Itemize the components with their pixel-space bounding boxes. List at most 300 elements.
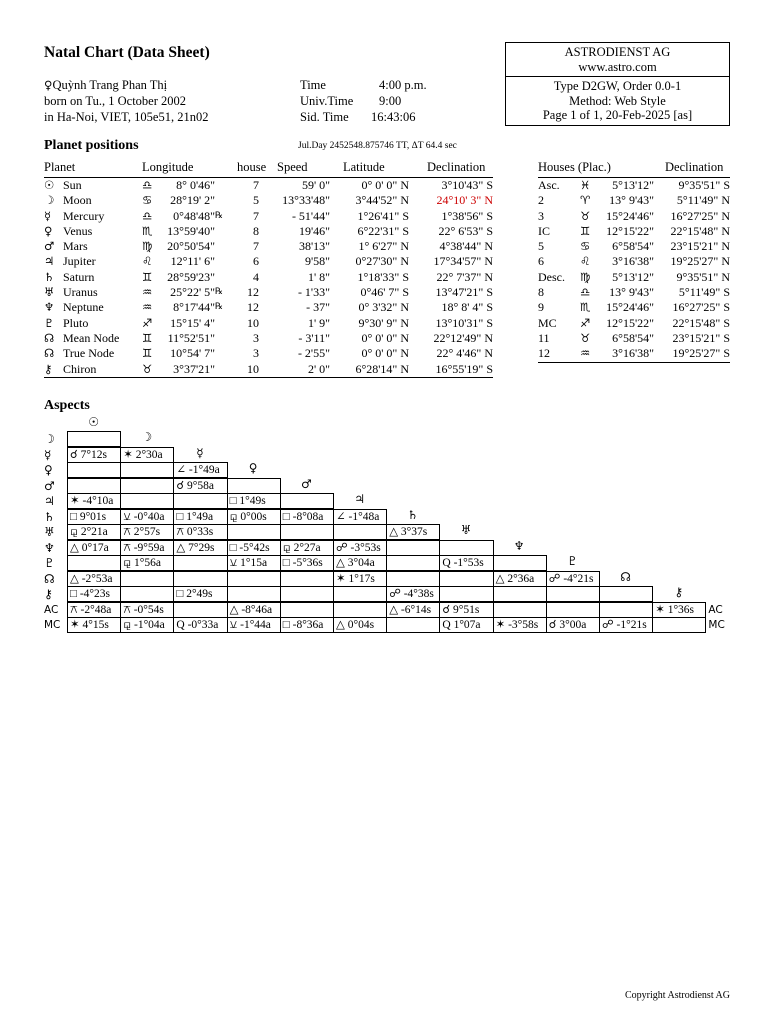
house-sign-icon: ♎ — [580, 285, 591, 300]
planet-row — [44, 316, 493, 331]
aspect-cell — [67, 478, 121, 494]
planet-declination: 13°47'21" S — [435, 285, 493, 300]
planet-row — [44, 270, 493, 285]
house-sign-icon: ♉ — [580, 330, 591, 345]
planet-name: Mean Node — [63, 330, 120, 345]
planet-name: Venus — [63, 223, 93, 238]
aspect-cell — [333, 524, 387, 540]
planet-glyph-icon: ♆ — [44, 300, 55, 315]
house-name: IC — [538, 223, 550, 238]
planet-declination: 4°38'44" N — [439, 239, 493, 254]
planet-name: Neptune — [63, 300, 104, 315]
chart-type: Type D2GW, Order 0.0-1 — [553, 79, 682, 93]
time-value: 4:00 p.m. — [379, 78, 427, 92]
col-speed: Speed — [277, 160, 308, 174]
planet-house: 12 — [247, 300, 259, 315]
aspect-cell — [67, 462, 121, 478]
planet-declination: 17°34'57" N — [433, 254, 493, 269]
page-title: Natal Chart (Data Sheet) — [44, 44, 210, 61]
aspect-cell: ✶ -3°58s — [493, 617, 547, 633]
aspect-cell — [120, 493, 174, 509]
planet-latitude: 0° 0' 0" N — [361, 346, 409, 361]
venus-icon: ♀ — [44, 78, 53, 92]
aspect-cell: □ -8°08a — [280, 509, 334, 525]
aspect-cell — [386, 555, 440, 571]
aspect-row-end-label: AC — [708, 603, 723, 616]
aspect-cell: □ -4°23s — [67, 586, 121, 602]
planet-longitude: 11°52'51" — [167, 330, 215, 345]
aspect-cell — [173, 602, 227, 618]
house-name: Asc. — [538, 178, 560, 192]
aspect-cell: Q 1°07a — [439, 617, 493, 633]
planet-declination: 18° 8' 4" S — [441, 300, 493, 315]
col-planet: Planet — [44, 160, 76, 174]
aspect-row-glyph-icon: ♄ — [44, 509, 55, 524]
sign-glyph-icon: ♍ — [142, 239, 153, 254]
house-name: 2 — [538, 193, 544, 208]
planet-row — [44, 285, 493, 300]
planet-latitude: 1°26'41" S — [357, 208, 409, 223]
planet-house: 3 — [253, 330, 259, 345]
planet-longitude: 28°59'23" — [167, 269, 215, 284]
planet-name: Uranus — [63, 285, 98, 300]
planet-speed: 38'13" — [298, 239, 330, 254]
planet-house: 6 — [253, 254, 259, 269]
sign-glyph-icon: ♋ — [142, 193, 153, 208]
house-row — [538, 346, 730, 361]
house-longitude: 13° 9'43" — [609, 285, 654, 300]
sign-glyph-icon: ♏ — [142, 223, 153, 238]
sign-glyph-icon: ♒ — [142, 300, 153, 315]
house-row — [538, 239, 730, 254]
aspect-cell: △ 2°36a — [493, 571, 547, 587]
planet-speed: 59' 0" — [301, 178, 330, 192]
house-sign-icon: ♈ — [580, 193, 591, 208]
planet-house: 7 — [253, 178, 259, 192]
house-longitude: 15°24'46" — [606, 300, 654, 315]
aspect-cell: ☌ 7°12s — [67, 447, 121, 463]
planet-longitude: 12°11' 6" — [170, 254, 215, 269]
aspect-cell: △ 3°04a — [333, 555, 387, 571]
aspect-cell: □ 9°01s — [67, 509, 121, 525]
aspect-col-glyph-icon: ♀ — [248, 461, 258, 475]
aspect-cell: □ -5°36s — [280, 555, 334, 571]
page-info: Page 1 of 1, 20-Feb-2025 [as] — [542, 108, 693, 122]
house-name: 6 — [538, 254, 544, 269]
aspect-col-glyph-icon: ☊ — [620, 569, 631, 584]
aspect-cell — [493, 586, 547, 602]
birth-date: born on Tu., 1 October 2002 — [44, 94, 187, 108]
aspect-cell — [280, 493, 334, 509]
retrograde-icon: ℞ — [215, 210, 224, 221]
aspect-cell: ☌ 9°58a — [173, 478, 227, 494]
house-declination: 5°11'49" S — [678, 285, 730, 300]
aspect-cell: ⚺ -0°40a — [120, 509, 174, 525]
aspect-cell: ✶ 1°17s — [333, 571, 387, 587]
aspect-cell: ☍ -4°38s — [386, 586, 440, 602]
aspect-row-glyph-icon: ☿ — [44, 447, 52, 462]
sign-glyph-icon: ♊ — [142, 269, 153, 284]
aspect-cell — [120, 586, 174, 602]
aspect-row-glyph-icon: ♅ — [44, 525, 55, 539]
house-row — [538, 178, 730, 193]
aspect-cell — [439, 586, 493, 602]
person-name-line — [44, 78, 167, 93]
univ-time-label: Univ.Time — [300, 94, 354, 108]
planet-declination: 24°10' 3" N — [436, 193, 493, 208]
aspect-row-glyph-icon: ♆ — [44, 540, 55, 555]
planet-latitude: 0° 0' 0" N — [361, 330, 409, 345]
planet-glyph-icon: ⚷ — [44, 361, 53, 376]
planet-latitude: 1° 6'27" N — [358, 239, 409, 254]
aspect-cell: ✶ 1°36s — [652, 602, 706, 618]
sign-glyph-icon: ♐ — [142, 315, 153, 330]
planet-name: Saturn — [63, 269, 95, 284]
aspect-cell: ☍ -1°21s — [599, 617, 653, 633]
house-longitude: 6°58'54" — [612, 239, 654, 254]
aspect-col-glyph-icon: ⚷ — [674, 585, 684, 599]
planet-glyph-icon: ♂ — [44, 239, 55, 254]
aspect-cell: ⚼ 1°56a — [120, 555, 174, 571]
house-sign-icon: ♒ — [580, 346, 591, 361]
retrograde-icon: ℞ — [215, 287, 224, 298]
aspect-cell — [120, 478, 174, 494]
person-name: Quỳnh Trang Phan Thị — [52, 78, 168, 92]
planet-latitude: 9°30' 9" N — [358, 315, 409, 330]
planet-speed: - 2'55" — [297, 346, 330, 361]
planet-longitude: 20°50'54" — [167, 239, 215, 254]
aspect-cell — [227, 586, 281, 602]
aspect-cell — [546, 586, 600, 602]
planet-positions-heading: Planet positions — [44, 138, 139, 153]
aspect-cell — [493, 555, 547, 571]
aspect-col-glyph-icon: ♃ — [354, 492, 365, 506]
planet-glyph-icon: ☉ — [44, 178, 55, 192]
planet-house: 10 — [247, 361, 259, 376]
aspect-cell — [280, 524, 334, 540]
house-sign-icon: ♓ — [580, 178, 591, 192]
house-rows — [538, 178, 730, 362]
house-longitude: 5°13'12" — [612, 269, 654, 284]
col-declination: Declination — [427, 160, 486, 174]
houses-table-header — [538, 160, 730, 178]
aspect-cell — [120, 571, 174, 587]
aspect-row-glyph-icon: ☽ — [44, 432, 55, 446]
house-sign-icon: ♉ — [580, 208, 591, 223]
aspect-row-glyph-icon: ♂ — [44, 478, 55, 493]
aspect-cell: ☌ 3°00a — [546, 617, 600, 633]
aspect-cell: ∠ -1°49a — [173, 462, 227, 478]
house-declination: 23°15'21" S — [672, 330, 730, 345]
house-declination: 5°11'49" N — [676, 193, 730, 208]
house-longitude: 12°15'22" — [606, 315, 654, 330]
copyright: Copyright Astrodienst AG — [624, 990, 730, 1001]
aspect-cell — [67, 555, 121, 571]
aspect-cell: ⚻ -0°54s — [120, 602, 174, 618]
planet-row — [44, 193, 493, 208]
aspect-cell — [652, 617, 706, 633]
aspect-cell — [280, 602, 334, 618]
planet-longitude: 3°37'21" — [173, 361, 215, 376]
col-houses: Houses (Plac.) — [538, 160, 611, 174]
planet-longitude: 8°17'44" — [173, 300, 215, 315]
planet-declination: 13°10'31" S — [435, 315, 493, 330]
aspect-cell: ☍ -3°53s — [333, 540, 387, 556]
planet-name: Mercury — [63, 208, 105, 223]
aspect-cell: △ 3°37s — [386, 524, 440, 540]
aspect-cell: ✶ 2°30a — [120, 447, 174, 463]
planet-row — [44, 239, 493, 254]
planet-house: 12 — [247, 285, 259, 300]
planet-row — [44, 224, 493, 239]
planet-glyph-icon: ☊ — [44, 346, 55, 361]
planet-row — [44, 362, 493, 377]
aspect-cell — [386, 617, 440, 633]
aspect-cell — [493, 602, 547, 618]
planet-table-header — [44, 160, 493, 178]
planet-speed: 2' 0" — [307, 361, 330, 376]
aspect-cell: △ -8°46a — [227, 602, 281, 618]
aspect-cell — [599, 602, 653, 618]
planet-speed: - 3'11" — [298, 330, 330, 345]
planet-longitude: 8° 0'46" — [176, 178, 215, 192]
aspect-row-glyph-icon: ☊ — [44, 571, 55, 586]
planet-rows — [44, 178, 493, 377]
sign-glyph-icon: ♒ — [142, 285, 153, 300]
house-name: MC — [538, 315, 557, 330]
house-sign-icon: ♍ — [580, 269, 591, 284]
aspect-row-glyph-icon: AC — [44, 603, 59, 616]
planet-row — [44, 300, 493, 315]
aspect-cell: □ 1°49a — [173, 509, 227, 525]
aspect-cell: □ 1°49s — [227, 493, 281, 509]
time-label: Time — [300, 78, 326, 92]
aspect-cell: ⚼ -1°04a — [120, 617, 174, 633]
aspect-cell — [280, 586, 334, 602]
planet-declination: 22°12'49" N — [433, 330, 493, 345]
planet-row — [44, 346, 493, 361]
houses-table — [538, 160, 730, 363]
planet-speed: - 37" — [306, 300, 330, 315]
planet-glyph-icon: ♃ — [44, 254, 55, 269]
aspect-cell — [386, 571, 440, 587]
planet-longitude: 25°22' 5" — [170, 285, 215, 300]
planet-speed: 13°33'48" — [282, 193, 330, 208]
planet-declination: 1°38'56" S — [441, 208, 493, 223]
aspect-cell: △ -2°53a — [67, 571, 121, 587]
aspect-cell: ☍ -4°21s — [546, 571, 600, 587]
aspect-cell: △ 7°29s — [173, 540, 227, 556]
planet-declination: 22° 6'53" S — [438, 223, 493, 238]
aspect-cell — [227, 478, 281, 494]
planet-glyph-icon: ♇ — [44, 315, 55, 330]
planet-name: Jupiter — [63, 254, 96, 269]
planet-latitude: 0°46' 7" S — [360, 285, 409, 300]
house-row — [538, 254, 730, 269]
planet-house: 3 — [253, 346, 259, 361]
aspect-cell: ☌ 9°51s — [439, 602, 493, 618]
birth-place: in Ha-Noi, VIET, 105e51, 21n02 — [44, 110, 209, 124]
planet-row — [44, 254, 493, 269]
col-house-declination: Declination — [665, 160, 724, 174]
planet-longitude: 15°15' 4" — [170, 315, 215, 330]
planet-glyph-icon: ♅ — [44, 285, 55, 300]
planet-speed: - 1'33" — [297, 285, 330, 300]
house-declination: 9°35'51" S — [678, 178, 730, 192]
house-name: Desc. — [538, 269, 565, 284]
house-declination: 22°15'48" S — [672, 315, 730, 330]
aspect-cell — [227, 571, 281, 587]
house-declination: 22°15'48" N — [670, 223, 730, 238]
house-row — [538, 224, 730, 239]
aspect-row-glyph-icon: ♇ — [44, 556, 55, 570]
house-sign-icon: ♋ — [580, 239, 591, 254]
aspect-cell: ⚻ 2°57s — [120, 524, 174, 540]
planet-glyph-icon: ♀ — [44, 223, 53, 238]
aspect-cell: □ -8°36a — [280, 617, 334, 633]
planet-row — [44, 178, 493, 193]
house-name: 8 — [538, 285, 544, 300]
aspect-cell — [173, 571, 227, 587]
house-declination: 16°27'25" N — [670, 208, 730, 223]
house-row — [538, 193, 730, 208]
house-longitude: 12°15'22" — [606, 223, 654, 238]
col-latitude: Latitude — [343, 160, 385, 174]
planet-latitude: 6°22'31" S — [357, 223, 409, 238]
planet-house: 5 — [253, 193, 259, 208]
aspect-col-glyph-icon: ☽ — [141, 430, 153, 444]
univ-time-value: 9:00 — [379, 94, 402, 108]
retrograde-icon: ℞ — [215, 302, 224, 313]
sign-glyph-icon: ♊ — [142, 346, 153, 361]
aspect-cell: ⚻ -2°48a — [67, 602, 121, 618]
planet-speed: 9'58" — [304, 254, 330, 269]
planet-name: Chiron — [63, 361, 97, 376]
aspect-cell — [280, 571, 334, 587]
house-longitude: 6°58'54" — [612, 330, 654, 345]
aspect-row-glyph-icon: ♀ — [44, 463, 53, 477]
aspect-col-glyph-icon: ♇ — [567, 554, 578, 568]
planet-latitude: 0° 0' 0" N — [361, 178, 409, 192]
planet-latitude: 0° 3'32" N — [358, 300, 409, 315]
aspects-heading: Aspects — [44, 398, 90, 413]
house-declination: 16°27'25" S — [672, 300, 730, 315]
sid-time-label: Sid. Time — [300, 110, 349, 124]
planet-row — [44, 331, 493, 346]
chart-method: Method: Web Style — [569, 93, 666, 108]
house-name: 5 — [538, 239, 544, 254]
aspect-cell — [333, 586, 387, 602]
planet-name: True Node — [63, 346, 115, 361]
planet-longitude: 13°59'40" — [167, 223, 215, 238]
sid-time-value: 16:43:06 — [371, 110, 416, 124]
aspect-col-glyph-icon: ♆ — [513, 538, 525, 553]
aspect-cell: ✶ -4°10a — [67, 493, 121, 509]
house-name: 3 — [538, 208, 544, 223]
website-link[interactable]: www.astro.com — [578, 60, 657, 74]
planet-longitude: 0°48'48" — [173, 208, 215, 223]
planet-name: Mars — [63, 239, 88, 254]
planet-house: 4 — [253, 269, 259, 284]
aspect-col-glyph-icon: ♂ — [301, 476, 312, 491]
house-longitude: 3°16'38" — [612, 254, 654, 269]
aspect-cell: ⚺ -1°44a — [227, 617, 281, 633]
house-declination: 19°25'27" S — [672, 346, 730, 361]
planet-declination: 16°55'19" S — [435, 361, 493, 376]
planet-house: 8 — [253, 223, 259, 238]
house-longitude: 15°24'46" — [606, 208, 654, 223]
aspect-cell: ✶ 4°15s — [67, 617, 121, 633]
julian-day: Jul.Day 2452548.875746 TT, ΔT 64.4 sec — [298, 141, 457, 151]
col-house: house — [237, 160, 267, 174]
aspect-cell: Q -0°33a — [173, 617, 227, 633]
aspect-cell — [67, 431, 121, 447]
aspect-cell: △ -6°14s — [386, 602, 440, 618]
aspect-cell: □ 2°49s — [173, 586, 227, 602]
planet-declination: 22° 4'46" N — [436, 346, 493, 361]
planet-latitude: 3°44'52" N — [355, 193, 409, 208]
planet-name: Sun — [63, 178, 82, 192]
planet-latitude: 6°28'14" N — [355, 361, 409, 376]
aspect-cell: ⚺ 1°15a — [227, 555, 281, 571]
aspect-cell — [386, 540, 440, 556]
planet-glyph-icon: ☽ — [44, 193, 55, 208]
planet-speed: 1' 8" — [307, 269, 330, 284]
aspect-cell: ⚼ 2°21a — [67, 524, 121, 540]
sign-glyph-icon: ♊ — [142, 330, 153, 345]
planet-latitude: 1°18'33" S — [357, 269, 409, 284]
house-name: 9 — [538, 300, 544, 315]
planet-speed: 19'46" — [298, 223, 330, 238]
house-declination: 19°25'27" N — [670, 254, 730, 269]
aspect-cell: △ 0°04s — [333, 617, 387, 633]
planet-house: 10 — [247, 315, 259, 330]
house-sign-icon: ♌ — [580, 254, 591, 269]
planet-declination: 22° 7'37" N — [436, 269, 493, 284]
house-declination: 9°35'51" N — [676, 269, 730, 284]
house-sign-icon: ♐ — [580, 315, 591, 330]
aspect-cell: ⚻ 0°33s — [173, 524, 227, 540]
planet-name: Pluto — [63, 315, 89, 330]
aspect-col-glyph-icon: ☿ — [196, 445, 204, 460]
planet-glyph-icon: ☿ — [44, 208, 52, 223]
sign-glyph-icon: ♌ — [142, 254, 153, 269]
aspect-cell: ∠ -1°48a — [333, 509, 387, 525]
planet-latitude: 0°27'30" N — [355, 254, 409, 269]
brand-box — [505, 42, 730, 126]
aspect-row-glyph-icon: ♃ — [44, 494, 55, 508]
house-declination: 23°15'21" N — [670, 239, 730, 254]
planet-longitude: 28°19' 2" — [170, 193, 215, 208]
house-name: 11 — [538, 330, 550, 345]
aspect-cell: □ -5°42s — [227, 540, 281, 556]
sign-glyph-icon: ♎ — [142, 178, 153, 192]
planet-glyph-icon: ♄ — [44, 269, 55, 284]
house-name: 12 — [538, 346, 550, 361]
aspect-row-glyph-icon: MC — [44, 619, 61, 631]
aspect-cell — [439, 540, 493, 556]
planet-longitude: 10°54' 7" — [170, 346, 215, 361]
col-longitude: Longitude — [142, 160, 194, 174]
aspect-cell — [227, 524, 281, 540]
aspect-cell: ⚼ 0°00s — [227, 509, 281, 525]
house-longitude: 3°16'38" — [612, 346, 654, 361]
aspect-cell: ⚼ 2°27a — [280, 540, 334, 556]
sign-glyph-icon: ♉ — [142, 361, 153, 376]
aspect-cell — [173, 555, 227, 571]
aspect-col-glyph-icon: ♄ — [407, 507, 419, 522]
house-row — [538, 209, 730, 224]
